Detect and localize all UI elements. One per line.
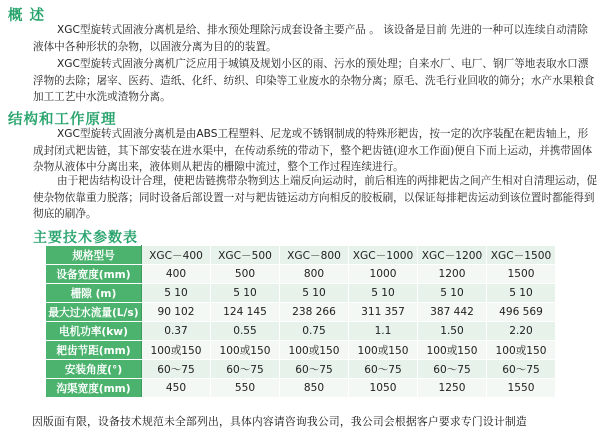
spec-table-body — [46, 246, 556, 398]
table-row — [46, 265, 556, 284]
table-cell: 100或150 — [142, 341, 211, 360]
table-cell: 1500 — [487, 265, 556, 284]
footer-note: 因版面有限，设备技术规范未全部列出，具体内容请咨询我公司，我公司会根据客户要求专门设计制造 — [32, 415, 527, 428]
table-cell: 60～75 — [142, 360, 211, 379]
table-cell: 5 10 — [349, 284, 418, 303]
table-cell: XGC－400 — [142, 246, 211, 265]
table-cell: 60～75 — [487, 360, 556, 379]
table-cell: 850 — [280, 379, 349, 398]
table-cell: 5 10 — [142, 284, 211, 303]
table-row — [46, 246, 556, 265]
table-cell: 60～75 — [211, 360, 280, 379]
table-cell: 1.50 — [418, 322, 487, 341]
row-label: 设备宽度(mm) — [46, 265, 142, 284]
principle-title: 结构和工作原理 — [8, 112, 117, 128]
row-label: 最大过水流量(L/s) — [46, 303, 142, 322]
table-cell: 2.20 — [487, 322, 556, 341]
table-cell: 550 — [211, 379, 280, 398]
overview-title: 概 述 — [8, 8, 46, 24]
table-cell: 1200 — [418, 265, 487, 284]
table-cell: XGC－800 — [280, 246, 349, 265]
table-cell: 60～75 — [418, 360, 487, 379]
table-cell: 60～75 — [280, 360, 349, 379]
row-label: 规格型号 — [46, 246, 142, 265]
table-cell: 100或150 — [280, 341, 349, 360]
table-cell: 1.1 — [349, 322, 418, 341]
table-cell: 90 102 — [142, 303, 211, 322]
table-cell: 1550 — [487, 379, 556, 398]
overview-paragraph-1: XGC型旋转式固液分离机是给、排水预处理除污成套设备主要产品 。 该设备是目前 先进的一种可以连续自动清除液体中各种形状的杂物，以固液分离为目的的装置。 — [33, 24, 588, 53]
params-title: 主要技术参数表 — [33, 230, 138, 246]
table-cell: 100或150 — [211, 341, 280, 360]
table-cell: 800 — [280, 265, 349, 284]
table-cell: 60～75 — [349, 360, 418, 379]
table-cell: 5 10 — [211, 284, 280, 303]
table-row — [46, 360, 556, 379]
table-cell: 1250 — [418, 379, 487, 398]
table-row — [46, 303, 556, 322]
table-cell: 311 357 — [349, 303, 418, 322]
table-cell: 0.37 — [142, 322, 211, 341]
table-cell: XGC－1000 — [349, 246, 418, 265]
table-cell: 124 145 — [211, 303, 280, 322]
table-cell: 5 10 — [487, 284, 556, 303]
principle-paragraph-1: XGC型旋转式固液分离机是由ABS工程塑料、尼龙或不锈钢制成的特殊形耙齿，按一定的次序装配在耙齿轴上，形成封闭式耙齿链，其下部安装在进水渠中，在传动系统的带动下，整个耙齿链(迎水工作面)便自下而上运动，并携带固体杂物从液体中分离出来，液体则从耙齿的栅隙中流过，整个工作过程连续进行。 — [33, 128, 593, 173]
table-cell: XGC－1200 — [418, 246, 487, 265]
row-label: 安装角度(°) — [46, 360, 142, 379]
table-cell: 5 10 — [418, 284, 487, 303]
table-cell: XGC－1500 — [487, 246, 556, 265]
table-cell: 1000 — [349, 265, 418, 284]
table-cell: 387 442 — [418, 303, 487, 322]
table-row — [46, 284, 556, 303]
table-row — [46, 341, 556, 360]
table-cell: 496 569 — [487, 303, 556, 322]
table-cell: 500 — [211, 265, 280, 284]
row-label: 栅隙 (m) — [46, 284, 142, 303]
spec-table — [45, 245, 556, 398]
table-cell: 100或150 — [349, 341, 418, 360]
table-cell: 100或150 — [418, 341, 487, 360]
table-cell: 400 — [142, 265, 211, 284]
table-cell: 0.55 — [211, 322, 280, 341]
table-cell: 0.75 — [280, 322, 349, 341]
table-cell: 1050 — [349, 379, 418, 398]
table-row — [46, 379, 556, 398]
table-cell: 5 10 — [280, 284, 349, 303]
table-cell: XGC－500 — [211, 246, 280, 265]
row-label: 耙齿节距(mm) — [46, 341, 142, 360]
row-label: 电机功率(kw) — [46, 322, 142, 341]
table-cell: 100或150 — [487, 341, 556, 360]
principle-paragraph-2: 由于耙齿结构设计合理，使耙齿链携带杂物到达上端反向运动时，前后相连的两排耙齿之间产生相对自清理运动，促使杂物依靠重力脱落；同时设备后部设置一对与耙齿链运动方向相反的胶板刷，以保证每排耙齿运动到该位置时都能得到彻底的刷净。 — [33, 175, 598, 220]
table-cell: 238 266 — [280, 303, 349, 322]
overview-paragraph-2: XGC型旋转式固液分离机广泛应用于城镇及规划小区的雨、污水的预处理；自来水厂、电厂、钢厂等地表取水口漂浮物的去除；屠宰、医药、造纸、化纤、纺织、印染等工业废水的杂物分离；原毛、洗毛行业回收的筛分；水产水果粮食加工工艺中水洗或渣物分离。 — [33, 58, 595, 103]
row-label: 沟渠宽度(mm) — [46, 379, 142, 398]
table-cell: 450 — [142, 379, 211, 398]
table-row — [46, 322, 556, 341]
